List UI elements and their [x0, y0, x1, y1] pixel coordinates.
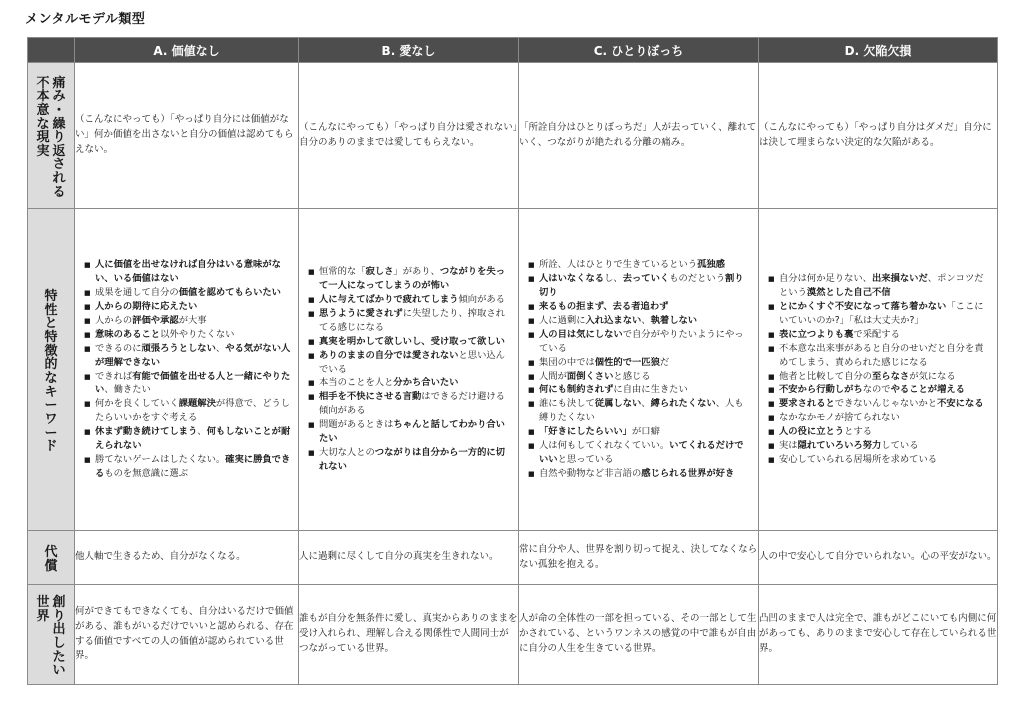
keyword-item: ■ 実は隠れていろいろ努力している [779, 439, 991, 453]
keyword-item: ■ 大切な人とのつながりは自分から一方的に切れない [319, 446, 512, 474]
traits-list-a [75, 258, 298, 481]
pain-c: 「所詮自分はひとりぼっちだ」人が去っていく、離れていく、つながりが絶たれる分離の痛み。 [519, 63, 759, 209]
row-label-traits [28, 209, 75, 531]
traits-b [299, 209, 519, 531]
row-traits [28, 209, 998, 531]
keyword-item: ■ 相手を不快にさせる言動はできるだけ避ける傾向がある [319, 390, 512, 418]
row-world [28, 585, 998, 685]
cost-a: 他人軸で生きるため、自分がなくなる。 [75, 531, 299, 585]
row-label-world [28, 585, 75, 685]
keyword-item: ■ 安心していられる居場所を求めている [779, 453, 991, 467]
row-label-world-line2: 世 界 [36, 595, 50, 624]
keyword-item: ■ 成果を通して自分の価値を認めてもらいたい [95, 286, 292, 300]
keyword-item: ■ 誰にも決して従属しない、縛られたくない、人も縛りたくない [539, 397, 752, 425]
traits-list-b [299, 265, 518, 474]
row-label-traits-line1: 特 性 と 特 徴 的 な キ ー ワ ー ド [44, 289, 58, 455]
keyword-item: ■ 真実を明かして欲しいし、受け取って欲しい [319, 335, 512, 349]
keyword-item: ■ 不安から行動しがちなのでやることが増える [779, 383, 991, 397]
row-label-pain-line1: 痛 み ・ 繰 り 返 さ れ る [52, 75, 66, 200]
row-label-cost-line1: 代 償 [44, 545, 58, 574]
keyword-item: ■ 意味のあること以外やりたくない [95, 328, 292, 342]
keyword-item: ■ 自然や動物など非言語の感じられる世界が好き [539, 467, 752, 481]
keyword-item: ■ 人は何もしてくれなくていい。いてくれるだけでいいと思っている [539, 439, 752, 467]
row-pain [28, 63, 998, 209]
keyword-item: ■ 何にも制約されずに自由に生きたい [539, 383, 752, 397]
traits-d [759, 209, 998, 531]
page-title: メンタルモデル類型 [25, 12, 146, 27]
traits-list-c [519, 258, 758, 481]
keyword-item: ■ なかなかモノが捨てられない [779, 411, 991, 425]
row-label-world-line1: 創 り 出 し た い [52, 595, 66, 679]
world-a: 何ができてもできなくても、自分はいるだけで価値がある、誰もがいるだけでいいと認められる、存在する価値ですべての人の価値が認められている世界。 [75, 585, 299, 685]
keyword-item: ■ できるのに頑張ろうとしない、やる気がない人が理解できない [95, 342, 292, 370]
keyword-item: ■ 人の目は気にしないで自分がやりたいようにやっている [539, 328, 752, 356]
keyword-item: ■ 何かを良くしていく課題解決が得意で、どうしたらいいかをすぐ考える [95, 397, 292, 425]
keyword-item: ■ 人間が面倒くさいと感じる [539, 370, 752, 384]
keyword-item: ■ 人からの評価や承認が大事 [95, 314, 292, 328]
cost-d: 人の中で安心して自分でいられない。心の平安がない。 [759, 531, 998, 585]
header-row [28, 38, 998, 63]
keyword-item: ■ 自分は何か足りない、出来損ないだ、ポンコツだという漠然とした自己不信 [779, 272, 991, 300]
traits-c [519, 209, 759, 531]
keyword-item: ■ 「好きにしたらいい」が口癖 [539, 425, 752, 439]
keyword-item: ■ 要求されるとできないんじゃないかと不安になる [779, 397, 991, 411]
world-b: 誰もが自分を無条件に愛し、真実からありのままを受け入れられ、理解し合える関係性で人間同士がつながっている世界。 [299, 585, 519, 685]
keyword-item: ■ できれば有能で価値を出せる人と一緒にやりたい、働きたい [95, 370, 292, 398]
row-label-pain [28, 63, 75, 209]
keyword-item: ■ 人はいなくなるし、去っていくものだという割り切り [539, 272, 752, 300]
row-cost [28, 531, 998, 585]
world-d: 凸凹のままで人は完全で、誰もがどこにいても内側に何があっても、ありのままで安心して存在していられる世界。 [759, 585, 998, 685]
row-label-pain-line2: 不 本 意 な 現 実 [36, 75, 50, 159]
keyword-item: ■ 勝てないゲームはしたくない。確実に勝負できるものを無意識に選ぶ [95, 453, 292, 481]
keyword-item: ■ 人からの期待に応えたい [95, 300, 292, 314]
keyword-item: ■ 休まず動き続けてしまう、何もしないことが耐えられない [95, 425, 292, 453]
mental-model-table [27, 37, 998, 685]
column-header-d: D. 欠陥欠損 [759, 38, 998, 63]
keyword-item: ■ 人に与えてばかりで疲れてしまう傾向がある [319, 293, 512, 307]
pain-d: （こんなにやっても）「やっぱり自分はダメだ」自分には決して埋まらない決定的な欠陥がある。 [759, 63, 998, 209]
keyword-item: ■ 他者と比較して自分の至らなさが気になる [779, 370, 991, 384]
row-label-cost [28, 531, 75, 585]
keyword-item: ■ 人に過剰に入れ込まない、執着しない [539, 314, 752, 328]
keyword-item: ■ 表に立つよりも裏で采配する [779, 328, 991, 342]
keyword-item: ■ 人に価値を出せなければ自分はいる意味がない、いる価値はない [95, 258, 292, 286]
traits-list-d [759, 272, 997, 467]
keyword-item: ■ 来るもの拒まず、去る者追わず [539, 300, 752, 314]
keyword-item: ■ とにかくすぐ不安になって落ち着かない「ここにいていいのか?」「私は大丈夫か?」 [779, 300, 991, 328]
keyword-item: ■ 本当のことを人と分かち合いたい [319, 376, 512, 390]
keyword-item: ■ 問題があるときはちゃんと話してわかり合いたい [319, 418, 512, 446]
keyword-item: ■ 所詮、人はひとりで生きているという孤独感 [539, 258, 752, 272]
traits-a [75, 209, 299, 531]
column-header-a: A. 価値なし [75, 38, 299, 63]
column-header-c: C. ひとりぼっち [519, 38, 759, 63]
keyword-item: ■ 集団の中では個性的で一匹狼だ [539, 356, 752, 370]
header-corner [28, 38, 75, 63]
column-header-b: B. 愛なし [299, 38, 519, 63]
keyword-item: ■ ありのままの自分では愛されないと思い込んでいる [319, 349, 512, 377]
pain-a: （こんなにやっても）「やっぱり自分には価値がない」何か価値を出さないと自分の価値は認めてもらえない。 [75, 63, 299, 209]
keyword-item: ■ 人の役に立とうとする [779, 425, 991, 439]
cost-c: 常に自分や人、世界を割り切って捉え、決してなくならない孤独を抱える。 [519, 531, 759, 585]
pain-b: （こんなにやっても）「やっぱり自分は愛されない」自分のありのままでは愛してもらえない。 [299, 63, 519, 209]
cost-b: 人に過剰に尽くして自分の真実を生きれない。 [299, 531, 519, 585]
world-c: 人が命の全体性の一部を担っている、その一部として生かされている、というワンネスの感覚の中で誰もが自由に自分の人生を生きている世界。 [519, 585, 759, 685]
keyword-item: ■ 恒常的な「寂しさ」があり、つながりを失って一人になってしまうのが怖い [319, 265, 512, 293]
keyword-item: ■ 不本意な出来事があると自分のせいだと自分を責めてしまう、責められた感じになる [779, 342, 991, 370]
keyword-item: ■ 思うように愛されずに失望したり、搾取されてる感じになる [319, 307, 512, 335]
